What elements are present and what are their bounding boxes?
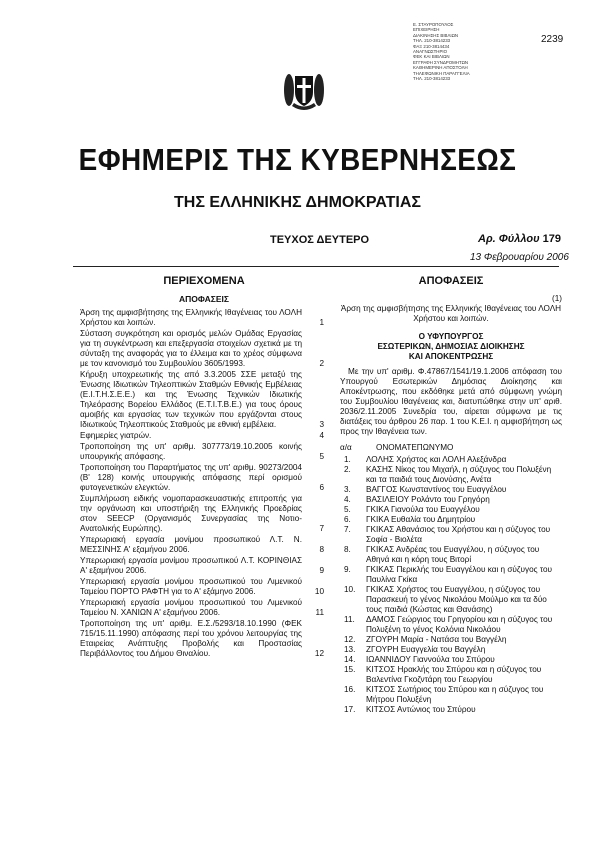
name-row-text: ΖΓΟΥΡΗ Ευαγγελία του Βαγγέλη xyxy=(366,645,486,654)
name-row xyxy=(340,665,562,685)
header-divider xyxy=(73,266,559,267)
bookstore-stamp xyxy=(413,22,479,81)
name-row-number: 16. xyxy=(344,685,356,694)
name-row-text: ΓΚΙΚΑΣ Ανδρέας του Ευαγγέλου, η σύζυγος του Αθηνά και η κόρη τους Βιτορί xyxy=(366,545,540,564)
name-row-number: 12. xyxy=(344,635,356,644)
greek-coat-of-arms-icon xyxy=(283,66,325,112)
name-row-text: ΓΚΙΚΑ Γιανούλα του Ευαγγέλου xyxy=(366,505,480,514)
stamp-line: ΦΑΞ 210-3814434 xyxy=(413,43,450,49)
name-row-number: 5. xyxy=(344,505,351,514)
toc-item xyxy=(80,577,328,597)
name-row xyxy=(340,505,562,515)
toc-item xyxy=(80,370,328,430)
name-row xyxy=(340,655,562,665)
name-row xyxy=(340,515,562,525)
toc-item-text: Τροποποίηση του Παραρτήματος της υπ' αριθμ. 90273/2004 (Β' 128) κοινής υπουργικής απόφασης περί ορισμού φυτογενετικών ελεγκτών. xyxy=(80,463,302,492)
name-row-text: ΔΑΜΟΣ Γεώργιος του Γρηγορίου και η σύζυγος του Πολυξένη το γένος Κολόνια Νικολάου xyxy=(366,615,553,634)
issue-series: ΤΕΥΧΟΣ ΔΕΥΤΕΡΟ xyxy=(270,234,370,246)
toc-item xyxy=(80,442,328,462)
toc-item-text: Υπερωριακή εργασία μονίμου προσωπικού Λ.Τ. ΚΟΡΙΝΘΙΑΣ Α' εξαμήνου 2006. xyxy=(80,556,302,575)
table-of-contents xyxy=(80,276,328,660)
toc-list xyxy=(80,308,328,659)
toc-section-heading: ΑΠΟΦΑΣΕΙΣ xyxy=(178,294,229,304)
name-row-number: 8. xyxy=(344,545,351,554)
name-row-text: ΓΚΙΚΑ Ευθαλία του Δημητρίου xyxy=(366,515,476,524)
col-name: ΟΝΟΜΑΤΕΠΩΝΥΜΟ xyxy=(376,443,454,452)
stamp-line: Ε. ΣΤΑΥΡΟΠΟΥΛΟΣ xyxy=(413,22,454,27)
name-row-number: 11. xyxy=(344,615,355,624)
toc-item xyxy=(80,494,328,534)
names-table-header xyxy=(340,443,562,453)
toc-item-text: Υπερωριακή εργασία μονίμου προσωπικού του Λιμενικού Ταμείου Ν. ΧΑΝΙΩΝ Α' εξαμήνου 2006. xyxy=(80,598,302,617)
toc-item-text: Συμπλήρωση ειδικής νομοπαρασκευαστικής επιτροπής για την οργάνωση και υποστήριξη της Ελληνικής Προεδρίας στον SEECP (Οργανισμός Συνεργασίας της Νοτιο-Ανατολικής Ευρώπης). xyxy=(80,494,302,533)
name-row-number: 4. xyxy=(344,495,351,504)
toc-item-page: 10 xyxy=(314,587,324,596)
toc-item-page: 1 xyxy=(319,318,324,327)
name-row xyxy=(340,645,562,655)
name-row-number: 9. xyxy=(344,565,351,574)
issue-date: 13 Φεβρουαρίου 2006 xyxy=(470,252,569,263)
name-row xyxy=(340,525,562,545)
name-row xyxy=(340,615,562,635)
toc-item-page: 11 xyxy=(315,608,324,617)
name-row xyxy=(340,455,562,465)
toc-item xyxy=(80,535,328,555)
sheet-number-value: 179 xyxy=(542,233,561,245)
decisions-heading: ΑΠΟΦΑΣΕΙΣ xyxy=(418,275,484,287)
names-list xyxy=(340,455,562,715)
toc-item-text: Κήρυξη υποχρεωτικής της από 3.3.2005 ΣΣΕ μεταξύ της Ένωσης Ιδιωτικών Τηλεοπτικών Σταθμών Εθνικής Εμβέλειας (Ε.Ι.Τ.Η.Σ.Ε.Ε.) και της Ένωσης Τεχνικών Ιδιωτικής Τηλεόρασης Βορείου Ελλάδος (Ε.Τ.Ι.Τ.Β.Ε.) για τους όρους αμοιβής και εργασίας των τεχνικών που εργάζονται στους Ιδιωτικούς Τηλεοπτικούς Σταθμούς με εθνική εμβέλεια. xyxy=(80,370,302,429)
toc-item-page: 9 xyxy=(319,566,324,575)
name-row-number: 15. xyxy=(344,665,356,674)
toc-item xyxy=(80,598,328,618)
decision-authority xyxy=(340,332,562,362)
name-row-number: 17. xyxy=(344,705,356,714)
name-row-number: 6. xyxy=(344,515,351,524)
decisions-column xyxy=(340,276,562,715)
name-row xyxy=(340,585,562,615)
toc-item xyxy=(80,619,328,659)
toc-item-text: Τροποποίηση της υπ' αριθμ. Ε.Σ./5293/18.10.1990 (ΦΕΚ 715/15.11.1990) απόφασης περί του χρόνου λειτουργίας της Εταιρείας Ανάπτυξης Προβολής και Προστασίας Περιβάλλοντος του Δήμου Θιναλίου. xyxy=(80,619,302,658)
name-row-text: ΙΩΑΝΝΙΔΟΥ Γιαννούλα του Σπύρου xyxy=(366,655,495,664)
stamp-line: ΑΝΑΓΝΩΣΤΗΡΙΟ xyxy=(413,49,448,55)
name-row xyxy=(340,545,562,565)
name-row xyxy=(340,705,562,715)
name-row-text: ΚΙΤΣΟΣ Σωτήριος του Σπύρου και η σύζυγος του Μήτρου Πολυξένη xyxy=(366,685,544,704)
stamp-line: ΤΗΛ. 210-3814233 xyxy=(413,38,451,44)
decision-ref: (1) xyxy=(551,294,562,303)
name-row xyxy=(340,565,562,585)
toc-item xyxy=(80,431,328,441)
name-row-number: 1. xyxy=(344,455,351,464)
name-row-text: ΚΙΤΣΟΣ Αντώνιος του Σπύρου xyxy=(366,705,476,714)
name-row-text: ΒΑΣΙΛΕΙΟΥ Ρολάντο του Γρηγόρη xyxy=(366,495,490,504)
name-row xyxy=(340,635,562,645)
name-row xyxy=(340,495,562,505)
col-aa: α/α xyxy=(340,443,352,452)
stamp-line: ΦΕΚ ΚΑΙ ΒΙΒΛΙΩΝ xyxy=(413,54,450,60)
authority-line: Ο ΥΦΥΠΟΥΡΓΟΣ xyxy=(418,332,484,341)
toc-item xyxy=(80,308,328,328)
toc-item-page: 12 xyxy=(314,649,324,658)
sheet-number xyxy=(478,233,561,245)
toc-item-page: 5 xyxy=(319,452,324,461)
name-row-text: ΓΚΙΚΑΣ Χρήστος του Ευαγγέλου, η σύζυγος του Παρασκευή το γένος Νικολάου Μούλμο και τα δύο τους παιδιά (Κώστας και Θανάσης) xyxy=(366,585,547,614)
toc-item-page: 3 xyxy=(319,420,324,429)
stamp-line: ΤΗΛΕΦΩΝΙΚΗ ΠΑΡΑΓΓΕΛΙΑ xyxy=(413,70,470,76)
name-row-number: 3. xyxy=(344,485,351,494)
name-row-number: 7. xyxy=(344,525,351,534)
toc-item-text: Τροποποίηση της υπ' αριθμ. 307773/19.10.2005 κοινής υπουργικής απόφασης. xyxy=(80,442,302,461)
name-row xyxy=(340,485,562,495)
stamp-line: ΔΙΑΚΙΝΗΣΗΣ ΒΙΒΛΙΩΝ xyxy=(413,32,459,38)
name-row xyxy=(340,465,562,485)
toc-item xyxy=(80,556,328,576)
toc-item-page: 7 xyxy=(319,524,324,533)
toc-item-page: 4 xyxy=(319,431,324,440)
name-row-text: ΖΓΟΥΡΗ Μαρία - Νατάσα του Βαγγέλη xyxy=(366,635,507,644)
name-row-text: ΛΟΛΗΣ Χρήστος και ΛΟΛΗ Αλεξάνδρα xyxy=(366,455,507,464)
name-row-text: ΓΚΙΚΑΣ Αθανάσιος του Χρήστου και η σύζυγος του Σοφία - Βιολέτα xyxy=(366,525,551,544)
toc-item-text: Σύσταση συγκρότηση και ορισμός μελών Ομάδας Εργασίας για τη συγκέντρωση και επεξεργασία στοιχείων σχετικά με τη σύνταξη της αναφοράς για το έλλειμα και το χρέος σύμφωνα με τον κανονισμό του Συμβουλίου 3605/1993. xyxy=(80,329,302,368)
name-row-text: ΚΑΣΗΣ Νίκος του Μιχαήλ, η σύζυγος του Πολυξένη και τα παιδιά τους Διονύσης, Ανέτα xyxy=(366,465,552,484)
toc-item-text: Υπερωριακή εργασία μονίμου προσωπικού Λ.Τ. Ν. ΜΕΣΣΙΝΗΣ Α' εξαμήνου 2006. xyxy=(80,535,302,554)
toc-item-page: 8 xyxy=(319,545,324,554)
name-row-number: 14. xyxy=(344,655,356,664)
decision-title: Άρση της αμφισβήτησης της Ελληνικής Ιθαγένειας του ΛΟΛΗ Χρήστου και λοιπών. xyxy=(340,304,562,323)
stamp-line: ΕΓΓΡΑΦΗ ΣΥΝΔΡΟΜΗΤΩΝ xyxy=(413,59,469,65)
name-row-text: ΓΚΙΚΑΣ Περικλής του Ευαγγέλου και η σύζυγος του Παυλίνα Γκίκα xyxy=(366,565,552,584)
toc-item-page: 2 xyxy=(319,359,324,368)
name-row-text: ΒΑΓΓΟΣ Κωνσταντίνος του Ευαγγέλου xyxy=(366,485,507,494)
stamp-line: ΚΑΘΗΜΕΡΙΝΗ ΑΠΟΣΤΟΛΗ xyxy=(413,65,468,71)
toc-item-page: 6 xyxy=(319,483,324,492)
name-row-number: 13. xyxy=(344,645,356,654)
decision-body: Με την υπ' αριθμ. Φ.47867/1541/19.1.2006 απόφαση του Υπουργού Εσωτερικών Δημόσιας Διοίκησης και Αποκέντρωσης, που εκδόθηκε μετά από σύμφωνη γνώμη του Συμβουλίου Ιθαγένειας και, διατυπώθηκε στην υπ' αριθ. 2036/2.11.2005 Συνεδρία του, αίρεται σύμφωνα με τις διατάξεις του άρθρου 26 παρ. 1 του Κ.Ε.Ι. η αμφισβήτηση ως προς την Ιθαγένεια των. xyxy=(340,367,562,436)
page-number: 2239 xyxy=(541,34,564,45)
sheet-number-label: Αρ. Φύλλου xyxy=(478,233,540,245)
authority-line: ΕΣΩΤΕΡΙΚΩΝ, ΔΗΜΟΣΙΑΣ ΔΙΟΙΚΗΣΗΣ xyxy=(377,342,525,351)
toc-item xyxy=(80,463,328,493)
toc-item-text: Εφημερίες γιατρών. xyxy=(80,431,152,440)
name-row-number: 2. xyxy=(344,465,351,474)
toc-item-text: Υπερωριακή εργασία μονίμου προσωπικού του Λιμενικού Ταμείου ΠΟΡΤΟ ΡΑΦΤΗ για το Α' εξάμηνο 2006. xyxy=(80,577,302,596)
toc-item xyxy=(80,329,328,369)
gazette-title: ΕΦΗΜΕΡΙΣ ΤΗΣ ΚΥΒΕΡΝΗΣΕΩΣ xyxy=(78,142,517,177)
authority-line: ΚΑΙ ΑΠΟΚΕΝΤΡΩΣΗΣ xyxy=(408,352,494,361)
name-row xyxy=(340,685,562,705)
name-row-number: 10. xyxy=(344,585,356,594)
stamp-line: ΤΗΛ. 210-3814233 xyxy=(413,76,451,82)
toc-heading: ΠΕΡΙΕΧΟΜΕΝΑ xyxy=(163,275,245,287)
gazette-subtitle: ΤΗΣ ΕΛΛΗΝΙΚΗΣ ΔΗΜΟΚΡΑΤΙΑΣ xyxy=(174,194,421,211)
toc-item-text: Άρση της αμφισβήτησης της Ελληνικής Ιθαγένειας του ΛΟΛΗ Χρήστου και λοιπών. xyxy=(80,308,302,327)
name-row-text: ΚΙΤΣΟΣ Ηρακλής του Σπύρου και η σύζυγος του Βαλεντίνα Γκοζντάρη του Γεωργίου xyxy=(366,665,542,684)
stamp-line: ΕΠΙΧΕΙΡΗΣΗ xyxy=(413,27,440,33)
